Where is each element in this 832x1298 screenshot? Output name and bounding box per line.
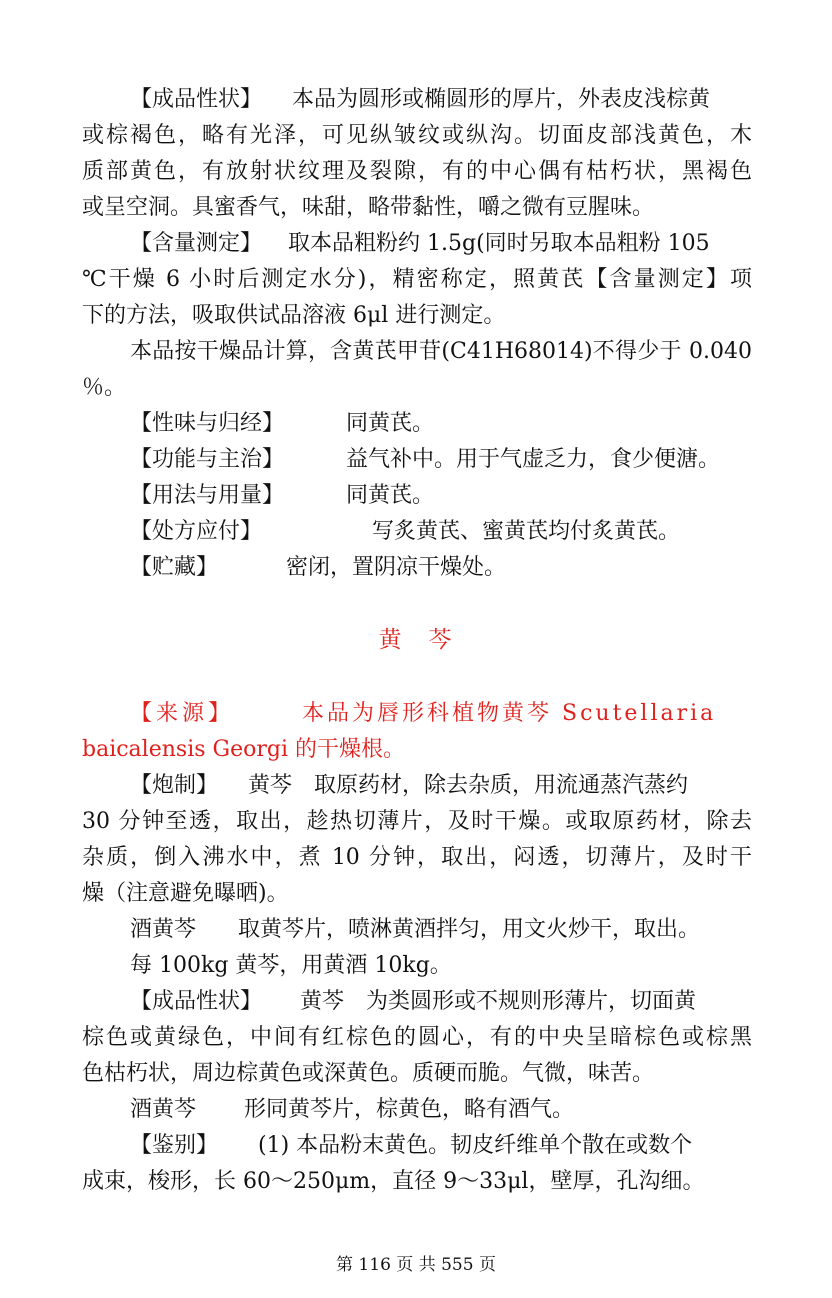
paragraph-text: 取黄芩片，喷淋黄酒拌匀，用文火炒干，取出。 <box>238 917 701 942</box>
section-heading: 【成品性状】 <box>130 87 263 112</box>
paragraph-line <box>130 768 752 804</box>
section-heading: 【鉴别】 <box>130 1133 219 1158</box>
paragraph-line: 30 分钟至透，取出，趁热切薄片，及时干燥。或取原药材，除去 <box>82 809 752 834</box>
property-value: 写炙黄芪、蜜黄芪均付炙黄芪。 <box>372 519 681 544</box>
paragraph-line: 燥（注意避免曝晒)。 <box>82 881 289 906</box>
paragraph-line <box>130 1092 752 1128</box>
property-label: 【贮藏】 <box>130 555 219 580</box>
property-label: 【功能与主治】 <box>130 447 285 472</box>
property-label: 【处方应付】 <box>130 519 263 544</box>
paragraph-line <box>130 226 752 262</box>
property-row <box>130 478 752 514</box>
paragraph-line: 或呈空洞。具蜜香气，味甜，略带黏性，嚼之微有豆腥味。 <box>82 195 655 220</box>
paragraph-line <box>130 696 752 732</box>
paragraph-line: ℃干燥 6 小时后测定水分)，精密称定，照黄芪【含量测定】项 <box>82 267 752 292</box>
paragraph-line <box>130 912 752 948</box>
paragraph-text: 形同黄芩片，棕黄色，略有酒气。 <box>244 1097 575 1122</box>
paragraph-line: 棕色或黄绿色，中间有红棕色的圆心，有的中央呈暗棕色或棕黑 <box>82 1025 752 1050</box>
paragraph-line: 质部黄色，有放射状纹理及裂隙，有的中心偶有枯朽状，黑褐色 <box>82 159 752 184</box>
paragraph-text: (1) 本品粉末黄色。韧皮纤维单个散在或数个 <box>258 1133 693 1158</box>
subheading: 酒黄芩 <box>130 917 197 942</box>
paragraph-line: 色枯朽状，周边棕黄色或深黄色。质硬而脆。气微，味苦。 <box>82 1061 655 1086</box>
subheading: 酒黄芩 <box>130 1097 197 1122</box>
section-heading: 【成品性状】 <box>130 989 263 1014</box>
paragraph-line <box>130 984 752 1020</box>
paragraph-line: 每 100kg 黄芩，用黄酒 10kg。 <box>130 953 452 978</box>
paragraph-text: 取本品粗粉约 1.5g(同时另取本品粗粉 105 <box>288 231 710 256</box>
property-label: 【用法与用量】 <box>130 483 285 508</box>
property-value: 密闭，置阴凉干燥处。 <box>286 555 507 580</box>
property-value: 益气补中。用于气虚乏力，食少便溏。 <box>346 447 721 472</box>
paragraph-text: 黄芩 取原药材，除去杂质，用流通蒸汽蒸约 <box>248 773 689 798</box>
page-number: 第 116 页 共 555 页 <box>336 1255 496 1275</box>
property-row <box>130 550 752 586</box>
property-label: 【性味与归经】 <box>130 411 285 436</box>
paragraph-text: 本品为圆形或椭圆形的厚片，外表皮浅棕黄 <box>292 87 711 112</box>
monograph-title: 黄 芩 <box>378 627 454 653</box>
property-row <box>130 514 752 550</box>
section-heading: 【炮制】 <box>130 773 219 798</box>
property-value: 同黄芪。 <box>346 411 435 436</box>
property-value: 同黄芪。 <box>346 483 435 508</box>
paragraph-text: 黄芩 为类圆形或不规则形薄片，切面黄 <box>300 989 697 1014</box>
paragraph-line: baicalensis Georgi 的干燥根。 <box>82 737 405 762</box>
paragraph-line: 或棕褐色，略有光泽，可见纵皱纹或纵沟。切面皮部浅黄色，木 <box>82 123 752 148</box>
paragraph-line: ％。 <box>82 375 127 400</box>
section-heading: 【含量测定】 <box>130 231 263 256</box>
paragraph-line: 成束，梭形，长 60～250μm，直径 9～33μl，壁厚，孔沟细。 <box>82 1169 705 1194</box>
paragraph-line: 下的方法，吸取供试品溶液 6μl 进行测定。 <box>82 303 506 328</box>
paragraph-line <box>130 82 752 118</box>
property-row <box>130 406 752 442</box>
paragraph-line: 杂质，倒入沸水中，煮 10 分钟，取出，闷透，切薄片，及时干 <box>82 845 752 870</box>
section-heading: 【来源】 <box>130 701 235 726</box>
paragraph-line <box>130 1128 752 1164</box>
paragraph-line: 本品按干燥品计算，含黄芪甲苷(C41H68014)不得少于 0.040 <box>130 339 752 364</box>
paragraph-text: 本品为唇形科植物黄芩 Scutellaria <box>302 701 717 726</box>
property-row <box>130 442 752 478</box>
